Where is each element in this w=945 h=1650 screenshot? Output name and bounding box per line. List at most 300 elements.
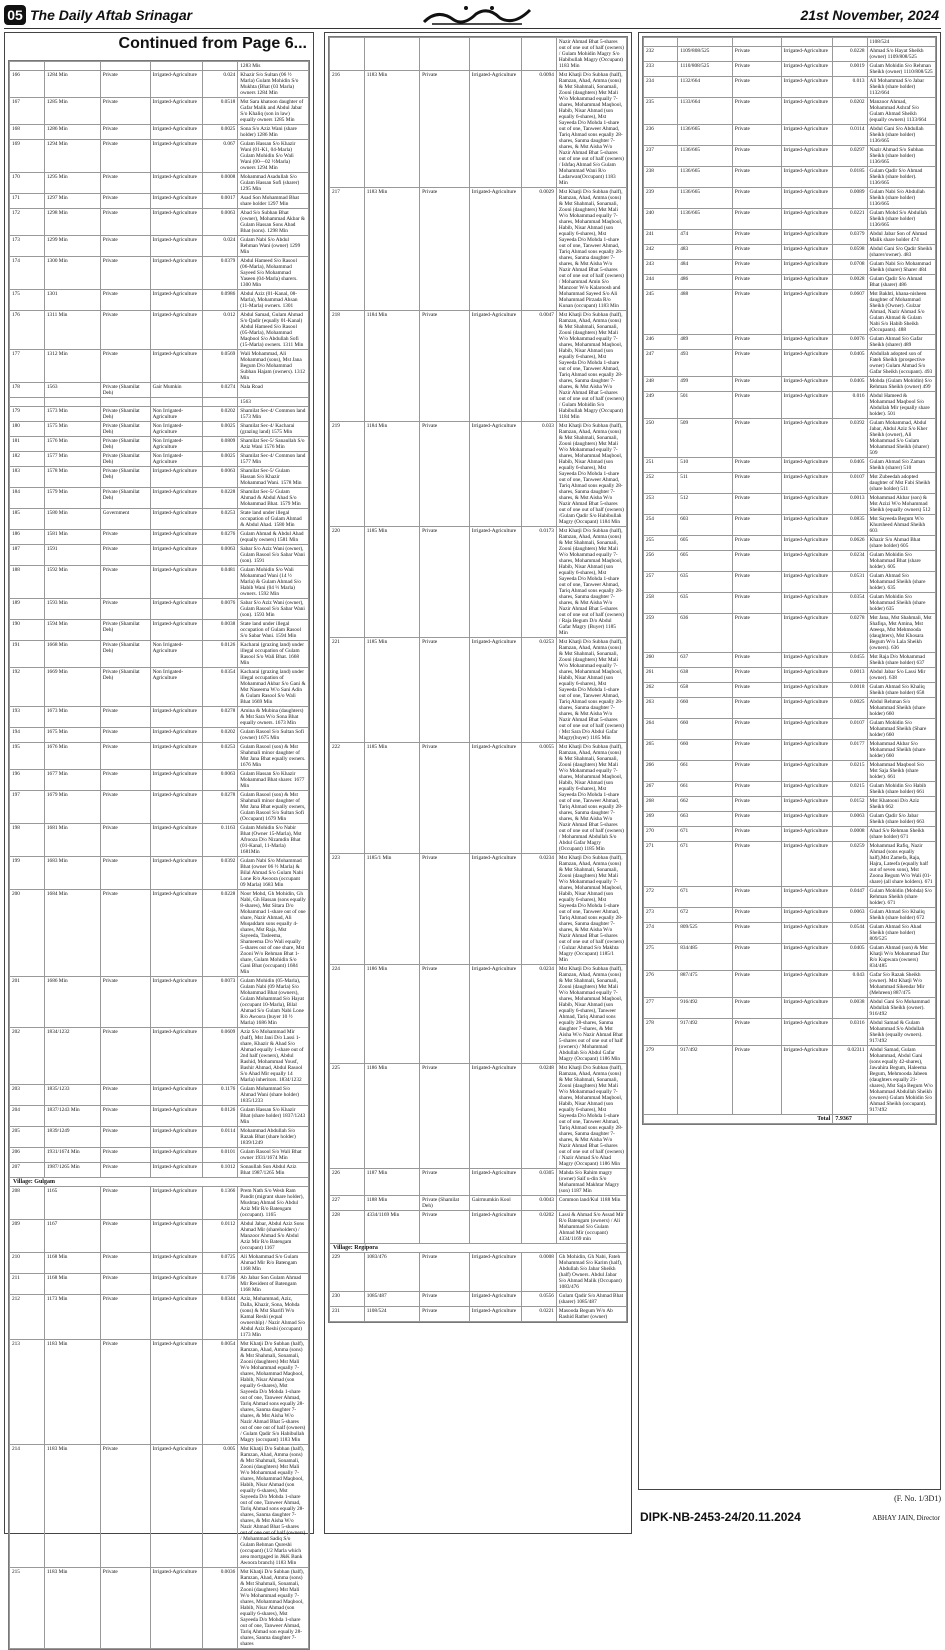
row-owner-details: Mst Khatji D/o Subhan (half), Ramzan, Ahad, Amma (sons) & Mst Shahmali, Sonamali, Zooni (daughters) Mst Mali W/o Mohammad equally 7-shares, Mohammad Maqbool, Habib, Nisar Ahmad (son equally 6-shares), Mst Sayeeda D/o Mohda 1-share out of one, Tanweer Ahmad, Tariq Ahmad sons equally 28-shares, Sanma daughter 7-shares, & Mst Aisha W/o Nazir Ahmad Bhat 5-shares out of one out of half (owners) / Nazir Ahmad S/o Ahad Magry (Occupant) 1186 Min bbox=[556, 1064, 626, 1169]
table-row bbox=[644, 719, 936, 740]
table-row bbox=[10, 1274, 309, 1295]
row-land-class: Irrigated-Agriculture bbox=[150, 1295, 203, 1340]
row-sno: 198 bbox=[10, 824, 45, 857]
row-land-class: Irrigated-Agriculture bbox=[150, 125, 203, 140]
table-row bbox=[330, 422, 627, 527]
row-khasra: 1312 Min bbox=[44, 350, 100, 383]
table-row bbox=[10, 236, 309, 257]
row-area: 0.0455 bbox=[833, 653, 867, 668]
row-area: 0.1012 bbox=[203, 1163, 238, 1178]
dipk-number: DIPK-NB-2453-24/20.11.2024 bbox=[640, 1510, 801, 1524]
row-owner-details: Khazir S/o Ahmad Bhat (share holder) 605 bbox=[867, 536, 935, 551]
row-land-class: Irrigated-Agriculture bbox=[781, 908, 833, 923]
row-owner-details: Mohda (Gulam Mohidin) S/o Rehman Sheikh (owner) 499 bbox=[867, 377, 935, 392]
table-row bbox=[644, 47, 936, 62]
table-row bbox=[644, 146, 936, 167]
row-area: 0.0253 bbox=[203, 509, 238, 530]
row-area: 0.02311 bbox=[833, 1046, 867, 1115]
row-land-class: Irrigated-Agriculture bbox=[150, 98, 203, 125]
row-sno: 211 bbox=[10, 1274, 45, 1295]
row-area: 0.0008 bbox=[203, 173, 238, 194]
row-owner-details: Sabar S/o Aziz Wani (owner), Gulam Rasool S/o Sabar Wani (son). 1593 Min bbox=[238, 599, 309, 620]
row-owner-details: Gulam Mohidin S/o Mohammad Sheikh (Share holder) 660 bbox=[867, 719, 935, 740]
row-area: 0.0152 bbox=[833, 797, 867, 812]
row-sno: 202 bbox=[10, 1028, 45, 1085]
table-row bbox=[644, 971, 936, 998]
row-owner-details: Prem Nath S/o Wesh Ram Pandit (migrant share holder), Mushtaq Ahmad S/o Abdul Aziz Mir R/o Batengam (occupant). 1165 bbox=[238, 1187, 309, 1220]
row-area: 0.0089 bbox=[833, 188, 867, 209]
row-owner-details: Gh Mohidin, Gh Nabi, Fateh Mohammad S/o Karim (half), Abdullah S/o Jabar Sheikh (half) Owners. Abdul Jabar S/o Ahmad Malik (Occupant) 1083/476 bbox=[556, 1253, 626, 1292]
row-sno: 175 bbox=[10, 290, 45, 311]
row-owner-details: Mst Khatji D/o Subhan (half), Ramzan, Ahad, Amma (sons) & Mst Shahmali, Sonamali, Zooni (daughters) Mst Mali W/o Mohammad equally 7-shares, Mohammad Maqbool, Habib, Nisar Ahmad (son equally 6-shares), Mst Sayeeda D/o Mohda 1-share out of one, Tanweer Ahmad, Tariq Ahmad sons equally 28-shares, Sanma daughter 7-shares, & Mst Aisha W/o Nazir Ahmad Bhat 5-shares out of one out of half (owners) / Mst Sara D/o Abdul Gafar Magry(buyer) 1185 Min bbox=[556, 638, 626, 743]
row-land-class: Irrigated-Agriculture bbox=[781, 98, 833, 125]
row-land-class: Irrigated-Agriculture bbox=[150, 1187, 203, 1220]
row-area: 0.043 bbox=[833, 971, 867, 998]
row-sno: 223 bbox=[330, 854, 365, 965]
row-sno: 242 bbox=[644, 245, 678, 260]
row-khasra: 636 bbox=[678, 614, 733, 653]
row-khasra: 1837/1243 Min bbox=[44, 1106, 100, 1127]
table-row bbox=[644, 392, 936, 419]
row-owner-details: State land under illegal occupation of Gulam Ahmad & Abdul Ahad. 1580 Min bbox=[238, 509, 309, 530]
row-khasra: 1578 Min bbox=[44, 467, 100, 488]
table-row bbox=[330, 1064, 627, 1169]
row-owner-details: Sonaullah Son Abdul Aziz Bhat 1987/1265 Min bbox=[238, 1163, 309, 1178]
row-land-class: Non Irrigated-Agriculture bbox=[150, 437, 203, 452]
row-area: 0.0013 bbox=[833, 494, 867, 515]
row-owner-details: Gulam Mohidin S/o Wali Mohammad Wani (14 ½ Marla) & Gulam Ahmad S/o Habib Wani (04 ½ Marla) owners. 1592 Min bbox=[238, 566, 309, 599]
row-ownership: Private bbox=[732, 494, 781, 515]
table-row bbox=[10, 1568, 309, 1649]
row-khasra: 1297 Min bbox=[44, 194, 100, 209]
table-row bbox=[330, 1211, 627, 1244]
row-area: 0.0076 bbox=[203, 599, 238, 620]
row-land-class: Irrigated-Agriculture bbox=[150, 620, 203, 641]
row-khasra: 1185 Min bbox=[364, 743, 419, 854]
row-sno: 216 bbox=[330, 71, 365, 188]
row-khasra: 510 bbox=[678, 458, 733, 473]
row-owner-details: Gulam Mohidin S/o Mohammad Bhat (share holder). 605 bbox=[867, 551, 935, 572]
row-ownership: Private (Shamilat Deh) bbox=[100, 668, 150, 707]
row-area: 0.0234 bbox=[522, 965, 557, 1064]
land-schedule-table bbox=[9, 61, 309, 1649]
row-owner-details: Gulam Mohidin S/o Rehman Sheikh (owner) 1110/808/525 bbox=[867, 62, 935, 77]
row-land-class: Irrigated-Agriculture bbox=[781, 998, 833, 1019]
newspaper-logo bbox=[418, 2, 538, 28]
row-owner-details: Gulam Qadir S/o Jabar Sheikh (share holder) 663 bbox=[867, 812, 935, 827]
row-land-class: Irrigated-Agriculture bbox=[150, 488, 203, 509]
row-khasra: 1188 Min bbox=[364, 1196, 419, 1211]
table-row bbox=[330, 1307, 627, 1322]
table-row bbox=[10, 398, 309, 407]
row-land-class: Irrigated-Agriculture bbox=[781, 761, 833, 782]
row-area: 0.0215 bbox=[833, 782, 867, 797]
row-sno: 188 bbox=[10, 566, 45, 599]
row-land-class: Irrigated-Agriculture bbox=[469, 638, 522, 743]
row-sno: 272 bbox=[644, 887, 678, 908]
row-area: 0.0305 bbox=[522, 1169, 557, 1196]
row-land-class: Irrigated-Agriculture bbox=[781, 719, 833, 740]
row-owner-details: Lassi & Ahmad S/o Assad Mir R/o Batengam (owners) / Ali Mohammad S/o Gulam Ahmad Mir (occupant) 4334/1169 min bbox=[556, 1211, 626, 1244]
row-owner-details: Abdul Jabar S/o Lassi Mir (owner). 638 bbox=[867, 668, 935, 683]
row-area: 0.005 bbox=[203, 1445, 238, 1568]
row-khasra: 917/492 bbox=[678, 1046, 733, 1115]
row-khasra: 1173 Min bbox=[44, 1295, 100, 1340]
row-ownership: Private bbox=[100, 977, 150, 1028]
total-row bbox=[644, 1115, 936, 1124]
row-ownership: Private bbox=[100, 1220, 150, 1253]
row-land-class: Irrigated-Agriculture bbox=[781, 842, 833, 887]
row-owner-details: Khazir S/o Sultan (06 ½ Marla) Gulam Mohidin S/o Mukhta (Bhat (03 Marla) owners 1284 Min bbox=[238, 71, 309, 98]
row-sno: 213 bbox=[10, 1340, 45, 1445]
row-land-class: Irrigated-Agriculture bbox=[150, 1274, 203, 1295]
masthead bbox=[0, 0, 945, 30]
row-sno: 219 bbox=[330, 422, 365, 527]
row-khasra: 1185/1 Min bbox=[364, 854, 419, 965]
row-land-class: Irrigated-Agriculture bbox=[150, 509, 203, 530]
table-row bbox=[10, 257, 309, 290]
table-row bbox=[644, 230, 936, 245]
row-ownership: Private bbox=[100, 707, 150, 728]
row-land-class: Irrigated-Agriculture bbox=[781, 146, 833, 167]
row-land-class: Irrigated-Agriculture bbox=[781, 740, 833, 761]
table-row bbox=[10, 437, 309, 452]
row-ownership: Private bbox=[100, 71, 150, 98]
row-land-class: Irrigated-Agriculture bbox=[781, 593, 833, 614]
row-sno: 167 bbox=[10, 98, 45, 125]
table-row bbox=[10, 791, 309, 824]
table-row bbox=[644, 998, 936, 1019]
row-sno: 229 bbox=[330, 1253, 365, 1292]
row-area: 0.0126 bbox=[203, 641, 238, 668]
row-land-class: Irrigated-Agriculture bbox=[469, 188, 522, 311]
row-land-class: Irrigated-Agriculture bbox=[469, 854, 522, 965]
row-area: 0.0228 bbox=[203, 890, 238, 977]
row-sno: 262 bbox=[644, 683, 678, 698]
row-land-class: Irrigated-Agriculture bbox=[150, 311, 203, 350]
row-land-class bbox=[150, 398, 203, 407]
row-khasra: 1677 Min bbox=[44, 770, 100, 791]
row-owner-details: Kacharai (grazing land) under illegal occupation of Gulam Rasool S/o Wali Bhat. 1668 Min bbox=[238, 641, 309, 668]
row-area: 0.033 bbox=[522, 422, 557, 527]
row-ownership: Private bbox=[732, 473, 781, 494]
row-khasra: 1573 Min bbox=[44, 407, 100, 422]
row-sno: 166 bbox=[10, 71, 45, 98]
table-row bbox=[10, 743, 309, 770]
row-area: 0.0379 bbox=[833, 230, 867, 245]
row-khasra: 1108/524 bbox=[364, 1307, 419, 1322]
row-area: 0.0569 bbox=[203, 350, 238, 383]
row-land-class: Irrigated-Agriculture bbox=[469, 1211, 522, 1244]
row-ownership: Private bbox=[732, 392, 781, 419]
row-sno: 200 bbox=[10, 890, 45, 977]
row-ownership: Private bbox=[420, 854, 470, 965]
row-owner-details: Mst Khatji D/o Subhan (half), Ramzan, Ahad, Amma (sons) & Mst Shahmali, Sonamali, Zooni (daughters) Mst Mali W/o Mohammad equally 7-shares, Mohammad Maqbool, Habib, Nisar Ahmad (son equally 6-shares), Mst Sayeeda D/o Mohda 1-share out of one, Tanweer Ahmad, Tariq Ahmad sons equally 28-shares, Sanma daughter 7-shares, & Mst Aisha W/o Nazir Ahmad Bhat 5-shares out of one out of half (owners) / Mohammad Amin S/o Manzoor W/o Kalaroosh and Mohammad Sayeed S/o Ali Mohammad Pirzada R/o Kunan (occupant) 1183 Min bbox=[556, 188, 626, 311]
row-land-class: Non Irrigated-Agriculture bbox=[150, 422, 203, 437]
row-ownership: Private bbox=[100, 1295, 150, 1340]
row-ownership: Private bbox=[100, 236, 150, 257]
notice-table-block bbox=[8, 60, 310, 1650]
row-area: 0.1163 bbox=[203, 824, 238, 857]
row-area: 0.0835 bbox=[833, 515, 867, 536]
row-owner-details: Mst Khatji D/o Subhan (half), Ramzan, Ahad, Amma (sons) & Mst Shahmali, Sonamali, Zooni (daughters) Mst Mali W/o Mohammad equally 7-shares, Mohammad Maqbool, Habib, Nisar Ahmad (son equally 6-shares), Tanweer Ahmad, Tariq Ahmad sons equally 28-shares, Sanma daughter 7-shares, & Mst Aisha W/o Nazir Ahmad Bhat 5-shares out of one out of half (owners) / Mohammad Abdullah S/o Abdul Gafar Magry (Occupant) 1186 Min bbox=[556, 965, 626, 1064]
row-ownership: Private bbox=[100, 1340, 150, 1445]
row-owner-details: 1108/524 bbox=[867, 38, 935, 47]
row-khasra: 1286 Min bbox=[44, 125, 100, 140]
row-land-class: Irrigated-Agriculture bbox=[469, 1292, 522, 1307]
table-row bbox=[10, 857, 309, 890]
signatory: ABHAY JAIN, Director bbox=[872, 1514, 940, 1522]
table-row bbox=[644, 797, 936, 812]
row-land-class: Irrigated-Agriculture bbox=[781, 536, 833, 551]
row-area: 0.0063 bbox=[203, 545, 238, 566]
row-area: 0.0126 bbox=[203, 1106, 238, 1127]
row-ownership: Private bbox=[100, 1187, 150, 1220]
row-owner-details: Gulam Qadir S/o Ahmad Sheikh (share holder). 1136/665 bbox=[867, 167, 935, 188]
row-land-class: Irrigated-Agriculture bbox=[781, 572, 833, 593]
row-khasra: 1285 Min bbox=[44, 98, 100, 125]
table-row bbox=[10, 1187, 309, 1220]
row-sno: 194 bbox=[10, 728, 45, 743]
row-ownership: Private bbox=[100, 1127, 150, 1148]
row-owner-details: Gulam Hassan S/o Khazir Mohammad Bhat sharer. 1677 Min bbox=[238, 770, 309, 791]
masthead-rule bbox=[4, 28, 941, 29]
table-row bbox=[330, 38, 627, 71]
row-land-class: Irrigated-Agriculture bbox=[781, 944, 833, 971]
table-row bbox=[10, 509, 309, 530]
row-ownership: Private (Shamilat Deh) bbox=[100, 422, 150, 437]
row-ownership: Private bbox=[732, 47, 781, 62]
row-owner-details: Gulam Rasool S/o Sultan Sofi (owner) 1675 Min bbox=[238, 728, 309, 743]
table-row bbox=[10, 125, 309, 140]
row-ownership: Private bbox=[420, 1064, 470, 1169]
row-ownership: Private bbox=[100, 1568, 150, 1649]
row-area: 0.0253 bbox=[522, 638, 557, 743]
row-khasra: 1300 Min bbox=[44, 257, 100, 290]
row-ownership: Private bbox=[732, 683, 781, 698]
table-row bbox=[10, 728, 309, 743]
row-area: 0.0043 bbox=[522, 1196, 557, 1211]
row-sno: 178 bbox=[10, 383, 45, 398]
row-khasra: 809/525 bbox=[678, 923, 733, 944]
row-area: 0.013 bbox=[833, 77, 867, 98]
row-sno: 243 bbox=[644, 260, 678, 275]
table-row bbox=[10, 71, 309, 98]
row-ownership: Private bbox=[100, 1148, 150, 1163]
row-sno: 203 bbox=[10, 1085, 45, 1106]
row-sno: 226 bbox=[330, 1169, 365, 1196]
column-left bbox=[4, 32, 314, 1647]
row-owner-details: Abdul Aziz (01-Kanal, 08-Marla), Mohammad Ahsan (11-Marla) owners. 1301 bbox=[238, 290, 309, 311]
row-sno: 233 bbox=[644, 62, 678, 77]
row-area: 0.0626 bbox=[833, 536, 867, 551]
row-owner-details: Mohammad Akbar S/o Mohammad Sheikh (share holder) 660 bbox=[867, 740, 935, 761]
row-owner-details: Mohammad Asadullah S/o Gulam Hassan Sofi (sharer) 1295 Min bbox=[238, 173, 309, 194]
row-khasra: 484 bbox=[678, 260, 733, 275]
table-row bbox=[10, 194, 309, 209]
table-row bbox=[10, 350, 309, 383]
row-area bbox=[203, 62, 238, 71]
row-sno bbox=[330, 38, 365, 71]
table-row bbox=[644, 536, 936, 551]
row-khasra: 834/485 bbox=[678, 944, 733, 971]
row-land-class: Irrigated-Agriculture bbox=[781, 188, 833, 209]
row-sno: 212 bbox=[10, 1295, 45, 1340]
row-area bbox=[833, 38, 867, 47]
table-row bbox=[10, 1085, 309, 1106]
row-ownership: Private bbox=[100, 1163, 150, 1178]
row-owner-details: Mohammad Maqbool S/o Mst Saja Sheikh (share holder). 661 bbox=[867, 761, 935, 782]
row-khasra bbox=[364, 38, 419, 71]
row-area: 0.0531 bbox=[833, 572, 867, 593]
row-area: 0.0725 bbox=[203, 1253, 238, 1274]
table-row bbox=[644, 473, 936, 494]
row-khasra: 1683 Min bbox=[44, 857, 100, 890]
row-khasra: 1298 Min bbox=[44, 209, 100, 236]
row-khasra: 1311 Min bbox=[44, 311, 100, 350]
row-khasra: 1185 Min bbox=[364, 638, 419, 743]
row-area: 0.0018 bbox=[833, 683, 867, 698]
row-land-class: Irrigated-Agriculture bbox=[781, 668, 833, 683]
row-khasra: 1183 Min bbox=[44, 1568, 100, 1649]
table-row bbox=[10, 209, 309, 236]
row-khasra: 603 bbox=[678, 515, 733, 536]
row-sno: 215 bbox=[10, 1568, 45, 1649]
row-sno: 250 bbox=[644, 419, 678, 458]
row-sno: 237 bbox=[644, 146, 678, 167]
table-row bbox=[644, 245, 936, 260]
row-sno: 183 bbox=[10, 467, 45, 488]
row-land-class: Irrigated-Agriculture bbox=[150, 728, 203, 743]
row-ownership: Private bbox=[100, 209, 150, 236]
table-row bbox=[644, 515, 936, 536]
row-land-class: Irrigated-Agriculture bbox=[469, 527, 522, 638]
row-sno: 222 bbox=[330, 743, 365, 854]
row-sno: 201 bbox=[10, 977, 45, 1028]
row-khasra: 1284 Min bbox=[44, 71, 100, 98]
table-row bbox=[10, 1106, 309, 1127]
row-sno: 230 bbox=[330, 1292, 365, 1307]
row-ownership: Private bbox=[100, 1445, 150, 1568]
row-land-class: Irrigated-Agriculture bbox=[150, 257, 203, 290]
row-ownership: Private bbox=[732, 209, 781, 230]
row-land-class: Irrigated-Agriculture bbox=[150, 1106, 203, 1127]
row-owner-details: Mohammad Rafiq, Nazir Ahmad (sons equally half),Mst Zamefa, Raja, Hajra, Lateefa (equally half out of seven sons), Mst Zoona Begum W/o Wali (01-share) (all share holders). 671 bbox=[867, 842, 935, 887]
row-ownership: Private bbox=[420, 1307, 470, 1322]
row-land-class: Irrigated-Agriculture bbox=[469, 1169, 522, 1196]
row-khasra: 663 bbox=[678, 812, 733, 827]
row-land-class: Irrigated-Agriculture bbox=[781, 47, 833, 62]
row-sno: 279 bbox=[644, 1046, 678, 1115]
row-khasra: 489 bbox=[678, 335, 733, 350]
row-area: 0.0114 bbox=[203, 1127, 238, 1148]
row-khasra: 1167 bbox=[44, 1220, 100, 1253]
row-ownership: Private bbox=[732, 551, 781, 572]
row-area: 0.0278 bbox=[203, 707, 238, 728]
row-land-class: Irrigated-Agriculture bbox=[469, 71, 522, 188]
row-khasra: 1136/665 bbox=[678, 209, 733, 230]
table-row bbox=[644, 350, 936, 377]
row-ownership: Private bbox=[420, 527, 470, 638]
row-ownership: Private (Shamilat Deh) bbox=[420, 1196, 470, 1211]
row-ownership: Private bbox=[732, 275, 781, 290]
row-khasra: 1165 bbox=[44, 1187, 100, 1220]
row-khasra: 917/492 bbox=[678, 1019, 733, 1046]
row-sno: 260 bbox=[644, 653, 678, 668]
row-area: 0.0008 bbox=[833, 827, 867, 842]
row-land-class bbox=[781, 38, 833, 47]
table-row bbox=[644, 551, 936, 572]
row-khasra: 1301 bbox=[44, 290, 100, 311]
row-sno: 240 bbox=[644, 209, 678, 230]
row-khasra: 1110/808/525 bbox=[678, 62, 733, 77]
row-area: 0.0986 bbox=[203, 290, 238, 311]
table-row bbox=[644, 812, 936, 827]
notice-table-block bbox=[642, 36, 937, 1125]
row-sno: 180 bbox=[10, 422, 45, 437]
row-sno: 253 bbox=[644, 494, 678, 515]
row-owner-details: Gulam Mohidin (Mohda) S/o Rehman Sheikh (share holder). 671 bbox=[867, 887, 935, 908]
row-khasra: 1133/664 bbox=[678, 98, 733, 125]
table-row bbox=[644, 167, 936, 188]
row-khasra: 1681 Min bbox=[44, 824, 100, 857]
row-khasra: 501 bbox=[678, 392, 733, 419]
row-ownership: Private bbox=[100, 290, 150, 311]
row-ownership bbox=[100, 398, 150, 407]
row-ownership: Private bbox=[732, 887, 781, 908]
row-land-class: Irrigated-Agriculture bbox=[781, 812, 833, 827]
row-area: 0.0598 bbox=[833, 245, 867, 260]
row-sno: 181 bbox=[10, 437, 45, 452]
row-owner-details: Mst Khatji D/o Subhan (half), Ramzan, Ahad, Amma (sons) & Mst Shahmali, Sonamali, Zooni (daughters) Mst Mali W/o Mohammad equally 7-shares, Mohammad Maqbool, Habib, Nisar Ahmad (son equally 6-shares), Mst Sayeeda D/o Mohda 1-share out of one, Tanweer Ahmad, Tariq Ahmad sons equally 28-shares, Sanma daughter 7-shares, & Mst Aisha W/o Nazir Ahmad Bhat 5-shares out of one out of half (owners) / Ishfaq Ahmad S/o Gulam Mohammad Wani R/o Ladarwan(Occupant) 1183 Min bbox=[556, 71, 626, 188]
row-owner-details: Sona S/o Aziz Wani (share holder) 1286 Min bbox=[238, 125, 309, 140]
table-row bbox=[644, 458, 936, 473]
row-khasra: 1136/665 bbox=[678, 188, 733, 209]
row-owner-details: Gulam Ahmad (son) & Mst Khatji W/o Mohammad Dar R/o Kupwara (owners) 834/485 bbox=[867, 944, 935, 971]
row-area bbox=[203, 398, 238, 407]
row-ownership: Private bbox=[732, 125, 781, 146]
row-sno: 190 bbox=[10, 620, 45, 641]
table-row bbox=[644, 614, 936, 653]
row-sno: 210 bbox=[10, 1253, 45, 1274]
row-sno: 258 bbox=[644, 593, 678, 614]
row-ownership: Private bbox=[732, 653, 781, 668]
row-ownership: Private bbox=[732, 842, 781, 887]
row-owner-details: Gulam Mohidin S/o Mohammad Sheikh (share holder) 635 bbox=[867, 593, 935, 614]
row-area: 0.0063 bbox=[203, 467, 238, 488]
row-area: 0.024 bbox=[203, 236, 238, 257]
row-area: 0.0029 bbox=[522, 188, 557, 311]
row-ownership: Private bbox=[100, 566, 150, 599]
row-ownership: Private bbox=[100, 1106, 150, 1127]
row-khasra: 1581 Min bbox=[44, 530, 100, 545]
row-owner-details: Gulam Ahmad S/o Zaman Sheikh (sharer) 510 bbox=[867, 458, 935, 473]
row-land-class: Irrigated-Agriculture bbox=[781, 77, 833, 98]
row-area: 0.0276 bbox=[203, 530, 238, 545]
row-land-class: Irrigated-Agriculture bbox=[150, 209, 203, 236]
table-row bbox=[330, 965, 627, 1064]
row-land-class: Irrigated-Agriculture bbox=[150, 71, 203, 98]
row-sno bbox=[644, 38, 678, 47]
row-ownership: Private bbox=[100, 599, 150, 620]
row-land-class: Irrigated-Agriculture bbox=[150, 173, 203, 194]
row-ownership: Private bbox=[732, 1019, 781, 1046]
row-area: 0.0278 bbox=[203, 791, 238, 824]
row-owner-details: Wali Mohammad, Ali Mohammad (sons), Mst Jana Begum D/o Mohammad Subhan Hajam (owners). 1312 Min bbox=[238, 350, 309, 383]
row-owner-details: Gulam Rasool (son) & Mst Shahmali minor daughter of Mst Jana Bhat equally owners, Gulam Rasool S/o Sultan Sofi (Occupant) 1679 Min bbox=[238, 791, 309, 824]
row-area: 0.0344 bbox=[203, 1295, 238, 1340]
row-land-class: Irrigated-Agriculture bbox=[781, 614, 833, 653]
